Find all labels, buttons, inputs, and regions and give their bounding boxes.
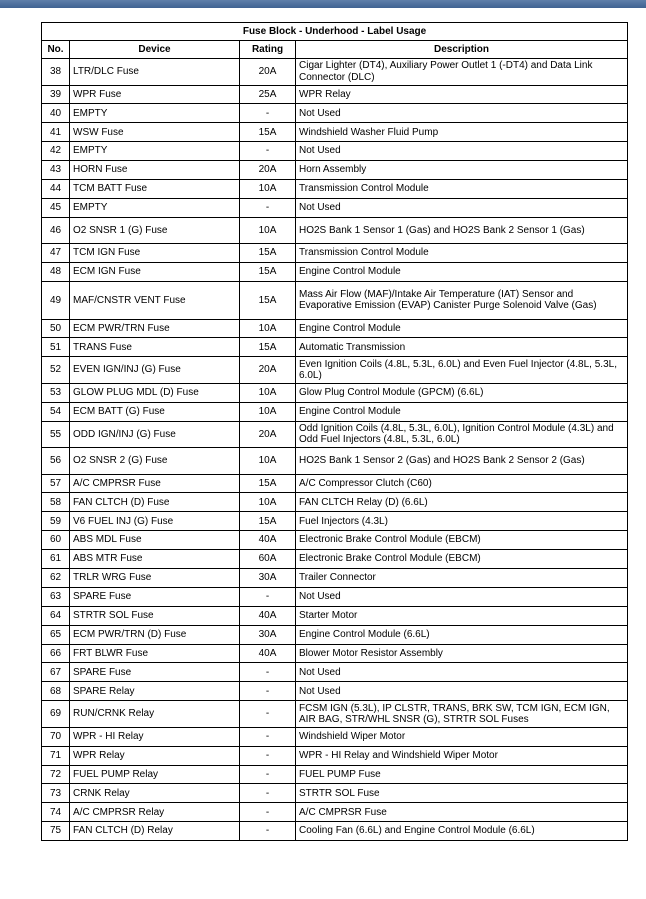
cell-device: A/C CMPRSR Relay (70, 803, 240, 822)
cell-rating: 15A (240, 474, 296, 493)
cell-no: 41 (42, 123, 70, 142)
cell-device: FAN CLTCH (D) Fuse (70, 493, 240, 512)
cell-device: ECM PWR/TRN Fuse (70, 319, 240, 338)
window-top-bar (0, 0, 646, 8)
cell-description: Engine Control Module (296, 402, 628, 421)
cell-no: 61 (42, 550, 70, 569)
cell-device: O2 SNSR 2 (G) Fuse (70, 448, 240, 475)
cell-rating: 10A (240, 319, 296, 338)
cell-rating: - (240, 765, 296, 784)
table-row (42, 822, 628, 841)
cell-no: 40 (42, 104, 70, 123)
cell-no: 66 (42, 644, 70, 663)
cell-no: 55 (42, 421, 70, 448)
cell-rating: - (240, 822, 296, 841)
table-row (42, 803, 628, 822)
table-row (42, 123, 628, 142)
table-row (42, 142, 628, 161)
cell-no: 67 (42, 663, 70, 682)
cell-no: 71 (42, 746, 70, 765)
cell-device: WPR Relay (70, 746, 240, 765)
cell-no: 74 (42, 803, 70, 822)
table-header-row (42, 41, 628, 59)
cell-device: FRT BLWR Fuse (70, 644, 240, 663)
header-no: No. (42, 41, 70, 59)
cell-device: A/C CMPRSR Fuse (70, 474, 240, 493)
cell-device: O2 SNSR 1 (G) Fuse (70, 217, 240, 244)
cell-rating: 25A (240, 85, 296, 104)
table-row (42, 587, 628, 606)
cell-description: STRTR SOL Fuse (296, 784, 628, 803)
cell-description: WPR Relay (296, 85, 628, 104)
table-row (42, 198, 628, 217)
cell-description: Glow Plug Control Module (GPCM) (6.6L) (296, 383, 628, 402)
cell-device: FUEL PUMP Relay (70, 765, 240, 784)
cell-no: 64 (42, 606, 70, 625)
cell-description: Not Used (296, 663, 628, 682)
cell-rating: 15A (240, 123, 296, 142)
cell-no: 52 (42, 357, 70, 384)
cell-device: LTR/DLC Fuse (70, 59, 240, 86)
cell-rating: 60A (240, 550, 296, 569)
cell-no: 75 (42, 822, 70, 841)
table-row (42, 217, 628, 244)
cell-description: Engine Control Module (296, 263, 628, 282)
cell-description: Horn Assembly (296, 161, 628, 180)
cell-rating: - (240, 663, 296, 682)
cell-description: Not Used (296, 682, 628, 701)
table-row (42, 59, 628, 86)
table-row (42, 493, 628, 512)
cell-no: 57 (42, 474, 70, 493)
cell-description: Engine Control Module (296, 319, 628, 338)
cell-rating: 20A (240, 421, 296, 448)
cell-device: RUN/CRNK Relay (70, 701, 240, 728)
cell-description: Electronic Brake Control Module (EBCM) (296, 550, 628, 569)
cell-rating: 10A (240, 217, 296, 244)
cell-device: ECM IGN Fuse (70, 263, 240, 282)
table-row (42, 606, 628, 625)
cell-rating: - (240, 746, 296, 765)
cell-description: Windshield Washer Fluid Pump (296, 123, 628, 142)
table-row (42, 402, 628, 421)
cell-device: STRTR SOL Fuse (70, 606, 240, 625)
cell-description: Not Used (296, 198, 628, 217)
table-row (42, 784, 628, 803)
cell-no: 65 (42, 625, 70, 644)
cell-device: ECM PWR/TRN (D) Fuse (70, 625, 240, 644)
cell-description: Blower Motor Resistor Assembly (296, 644, 628, 663)
cell-description: Not Used (296, 142, 628, 161)
table-row (42, 663, 628, 682)
cell-device: ODD IGN/INJ (G) Fuse (70, 421, 240, 448)
cell-device: HORN Fuse (70, 161, 240, 180)
table-row (42, 179, 628, 198)
cell-no: 53 (42, 383, 70, 402)
table-row (42, 383, 628, 402)
table-row (42, 512, 628, 531)
cell-no: 46 (42, 217, 70, 244)
cell-no: 48 (42, 263, 70, 282)
cell-description: Automatic Transmission (296, 338, 628, 357)
table-row (42, 263, 628, 282)
cell-rating: - (240, 701, 296, 728)
cell-device: EMPTY (70, 142, 240, 161)
cell-description: Cigar Lighter (DT4), Auxiliary Power Outlet 1 (-DT4) and Data Link Connector (DLC) (296, 59, 628, 86)
table-row (42, 727, 628, 746)
cell-no: 70 (42, 727, 70, 746)
cell-rating: 20A (240, 59, 296, 86)
table-row (42, 244, 628, 263)
cell-rating: 15A (240, 263, 296, 282)
cell-description: Mass Air Flow (MAF)/Intake Air Temperature (IAT) Sensor and Evaporative Emission (EVAP) Canister Purge Solenoid Valve (Gas) (296, 282, 628, 320)
table-row (42, 701, 628, 728)
cell-no: 54 (42, 402, 70, 421)
cell-device: ABS MDL Fuse (70, 531, 240, 550)
cell-device: WPR - HI Relay (70, 727, 240, 746)
cell-no: 43 (42, 161, 70, 180)
cell-device: TRLR WRG Fuse (70, 569, 240, 588)
cell-rating: 20A (240, 161, 296, 180)
cell-description: Transmission Control Module (296, 179, 628, 198)
table-title-row (42, 23, 628, 41)
table-row (42, 448, 628, 475)
cell-rating: 15A (240, 512, 296, 531)
cell-no: 68 (42, 682, 70, 701)
cell-no: 38 (42, 59, 70, 86)
cell-no: 73 (42, 784, 70, 803)
cell-rating: 10A (240, 383, 296, 402)
cell-no: 47 (42, 244, 70, 263)
table-row (42, 644, 628, 663)
cell-description: Even Ignition Coils (4.8L, 5.3L, 6.0L) and Even Fuel Injector (4.8L, 5.3L, 6.0L) (296, 357, 628, 384)
table-row (42, 569, 628, 588)
table-row (42, 765, 628, 784)
cell-device: EMPTY (70, 104, 240, 123)
cell-device: SPARE Fuse (70, 587, 240, 606)
table-row (42, 550, 628, 569)
table-row (42, 531, 628, 550)
table-row (42, 746, 628, 765)
cell-no: 50 (42, 319, 70, 338)
cell-rating: - (240, 727, 296, 746)
cell-description: Trailer Connector (296, 569, 628, 588)
cell-device: EVEN IGN/INJ (G) Fuse (70, 357, 240, 384)
cell-device: SPARE Fuse (70, 663, 240, 682)
table-row (42, 319, 628, 338)
cell-device: EMPTY (70, 198, 240, 217)
cell-no: 39 (42, 85, 70, 104)
cell-device: CRNK Relay (70, 784, 240, 803)
cell-no: 60 (42, 531, 70, 550)
cell-description: FCSM IGN (5.3L), IP CLSTR, TRANS, BRK SW, TCM IGN, ECM IGN, AIR BAG, STR/WHL SNSR (G), STRTR SOL Fuses (296, 701, 628, 728)
cell-rating: - (240, 784, 296, 803)
cell-device: WSW Fuse (70, 123, 240, 142)
cell-no: 42 (42, 142, 70, 161)
cell-description: A/C Compressor Clutch (C60) (296, 474, 628, 493)
cell-no: 56 (42, 448, 70, 475)
cell-no: 59 (42, 512, 70, 531)
fuse-label-table (41, 22, 628, 841)
table-row (42, 682, 628, 701)
table-row (42, 357, 628, 384)
cell-description: Engine Control Module (6.6L) (296, 625, 628, 644)
cell-description: Not Used (296, 104, 628, 123)
cell-device: ECM BATT (G) Fuse (70, 402, 240, 421)
table-row (42, 474, 628, 493)
table-title: Fuse Block - Underhood - Label Usage (42, 23, 628, 41)
cell-device: FAN CLTCH (D) Relay (70, 822, 240, 841)
cell-no: 44 (42, 179, 70, 198)
table-row (42, 421, 628, 448)
table-row (42, 85, 628, 104)
table-row (42, 282, 628, 320)
cell-description: Windshield Wiper Motor (296, 727, 628, 746)
cell-device: ABS MTR Fuse (70, 550, 240, 569)
cell-description: WPR - HI Relay and Windshield Wiper Motor (296, 746, 628, 765)
header-description: Description (296, 41, 628, 59)
cell-rating: 40A (240, 606, 296, 625)
cell-no: 58 (42, 493, 70, 512)
cell-description: HO2S Bank 1 Sensor 2 (Gas) and HO2S Bank 2 Sensor 2 (Gas) (296, 448, 628, 475)
cell-description: FUEL PUMP Fuse (296, 765, 628, 784)
cell-rating: - (240, 142, 296, 161)
cell-description: Starter Motor (296, 606, 628, 625)
table-body (42, 59, 628, 841)
table-row (42, 625, 628, 644)
cell-rating: 15A (240, 244, 296, 263)
cell-rating: 20A (240, 357, 296, 384)
cell-description: Odd Ignition Coils (4.8L, 5.3L, 6.0L), Ignition Control Module (4.3L) and Odd Fuel Injectors (4.8L, 5.3L, 6.0L) (296, 421, 628, 448)
cell-rating: - (240, 104, 296, 123)
cell-rating: 30A (240, 569, 296, 588)
cell-device: TCM BATT Fuse (70, 179, 240, 198)
cell-rating: 40A (240, 644, 296, 663)
cell-no: 69 (42, 701, 70, 728)
cell-no: 51 (42, 338, 70, 357)
cell-description: Transmission Control Module (296, 244, 628, 263)
cell-rating: 30A (240, 625, 296, 644)
cell-no: 45 (42, 198, 70, 217)
table-row (42, 161, 628, 180)
cell-no: 72 (42, 765, 70, 784)
cell-no: 63 (42, 587, 70, 606)
cell-rating: 10A (240, 179, 296, 198)
cell-device: GLOW PLUG MDL (D) Fuse (70, 383, 240, 402)
cell-description: Not Used (296, 587, 628, 606)
cell-description: Cooling Fan (6.6L) and Engine Control Module (6.6L) (296, 822, 628, 841)
cell-rating: - (240, 587, 296, 606)
cell-device: SPARE Relay (70, 682, 240, 701)
cell-description: Electronic Brake Control Module (EBCM) (296, 531, 628, 550)
cell-rating: 10A (240, 493, 296, 512)
cell-rating: - (240, 803, 296, 822)
cell-rating: 10A (240, 402, 296, 421)
table-row (42, 104, 628, 123)
cell-device: MAF/CNSTR VENT Fuse (70, 282, 240, 320)
cell-rating: 10A (240, 448, 296, 475)
cell-device: V6 FUEL INJ (G) Fuse (70, 512, 240, 531)
cell-description: A/C CMPRSR Fuse (296, 803, 628, 822)
cell-rating: - (240, 198, 296, 217)
cell-description: HO2S Bank 1 Sensor 1 (Gas) and HO2S Bank 2 Sensor 1 (Gas) (296, 217, 628, 244)
cell-no: 49 (42, 282, 70, 320)
header-device: Device (70, 41, 240, 59)
cell-description: FAN CLTCH Relay (D) (6.6L) (296, 493, 628, 512)
cell-rating: 15A (240, 338, 296, 357)
cell-device: TCM IGN Fuse (70, 244, 240, 263)
header-rating: Rating (240, 41, 296, 59)
cell-no: 62 (42, 569, 70, 588)
cell-rating: 15A (240, 282, 296, 320)
cell-rating: - (240, 682, 296, 701)
cell-description: Fuel Injectors (4.3L) (296, 512, 628, 531)
cell-device: WPR Fuse (70, 85, 240, 104)
cell-rating: 40A (240, 531, 296, 550)
table-row (42, 338, 628, 357)
cell-device: TRANS Fuse (70, 338, 240, 357)
